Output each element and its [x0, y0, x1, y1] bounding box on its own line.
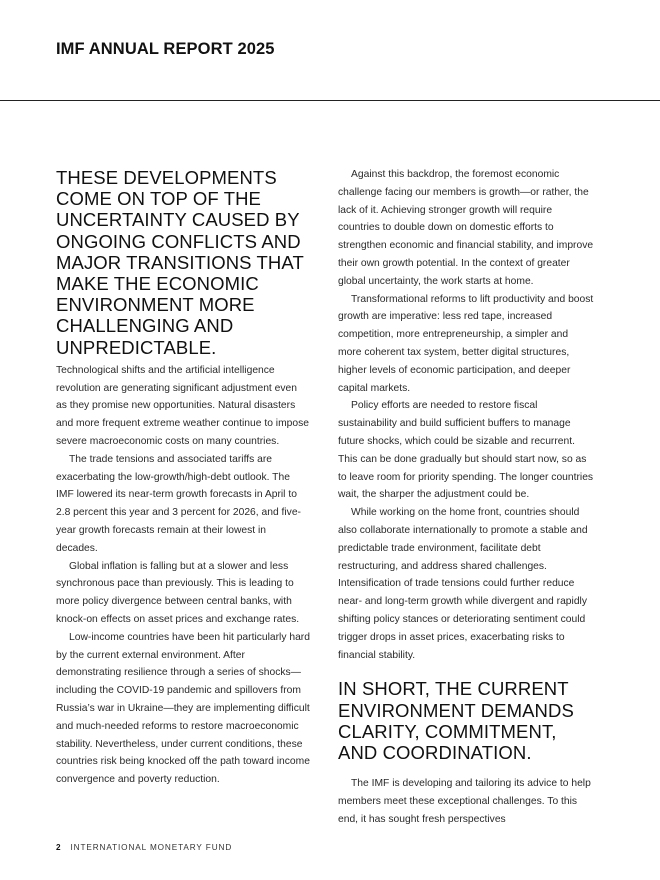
body-paragraph: Against this backdrop, the foremost economic challenge facing our members is growth—or rather, the lack of it. Achieving stronger growth will require countries to double down on domestic efforts to strengthen economic and financial stability, and improve their own growth potential. In the context of greater global uncertainty, the work starts at home. — [338, 169, 594, 287]
body-paragraph: The IMF is developing and tailoring its advice to help members meet these exceptional challenges. To this end, it has sought fresh perspectives — [338, 778, 591, 825]
body-paragraph: Technological shifts and the artificial intelligence revolution are generating significant adjustment even as they promise new opportunities. Natural disasters and more frequent extreme weather continue to impose severe macroeconomic costs on many countries. — [56, 364, 309, 448]
footer-organization: INTERNATIONAL MONETARY FUND — [70, 843, 233, 852]
body-paragraph: Policy efforts are needed to restore fiscal sustainability and build sufficient buffers to manage future shocks, which could be sizable and recurrent. This can be done gradually but should start now, so as to leave room for priority spending. The longer countries wait, the sharper the adjustment could be. — [338, 400, 594, 501]
pull-quote-left: THESE DEVELOPMENTS COME ON TOP OF THE UNCERTAINTY CAUSED BY ONGOING CONFLICTS AND MAJOR TRANSITIONS THAT MAKE THE ECONOMIC ENVIRONMENT MORE CHALLENGING AND UNPREDICTABLE. — [56, 167, 304, 358]
page-footer — [56, 843, 232, 852]
pull-quote-right: IN SHORT, THE CURRENT ENVIRONMENT DEMANDS CLARITY, COMMITMENT, AND COORDINATION. — [338, 678, 574, 763]
page-number: 2 — [56, 843, 62, 852]
body-paragraph: While working on the home front, countries should also collaborate internationally to promote a stable and predictable trade environment, facilitate debt restructuring, and address shared challenges. Intensification of trade tensions could further reduce near- and long-term growth while divergent and rapidly shifting policy stances or deteriorating sentiment could trigger drops in asset prices, exacerbating risks to financial stability. — [338, 507, 588, 661]
body-paragraph: The trade tensions and associated tariffs are exacerbating the low-growth/high-debt outlook. The IMF lowered its near-term growth forecasts in April to 2.8 percent this year and 3 percent for 2026, and five-year growth forecasts remain at their lowest in decades. — [56, 453, 301, 554]
right-column — [338, 166, 594, 829]
header-rule — [0, 100, 660, 101]
body-paragraph: Transformational reforms to lift productivity and boost growth are imperative: less red tape, increased competition, more entrepreneurship, a simpler and more coherent tax system, better digital structures, higher levels of economic participation, and deeper capital markets. — [338, 293, 594, 394]
body-paragraph: Global inflation is falling but at a slower and less synchronous pace than previously. This is leading to more policy divergence between central banks, with knock-on effects on asset prices and exchange rates. — [56, 560, 300, 625]
left-column — [56, 166, 310, 789]
report-title: IMF ANNUAL REPORT 2025 — [56, 40, 275, 58]
body-paragraph: Low-income countries have been hit particularly hard by the current external environment. After demonstrating resilience through a series of shocks—including the COVID-19 pandemic and spillovers from Russia’s war in Ukraine—they are implementing difficult and much-needed reforms to restore macroeconomic stability. Nevertheless, under current conditions, these countries risk being knocked off the path toward income convergence and poverty reduction. — [56, 631, 310, 786]
